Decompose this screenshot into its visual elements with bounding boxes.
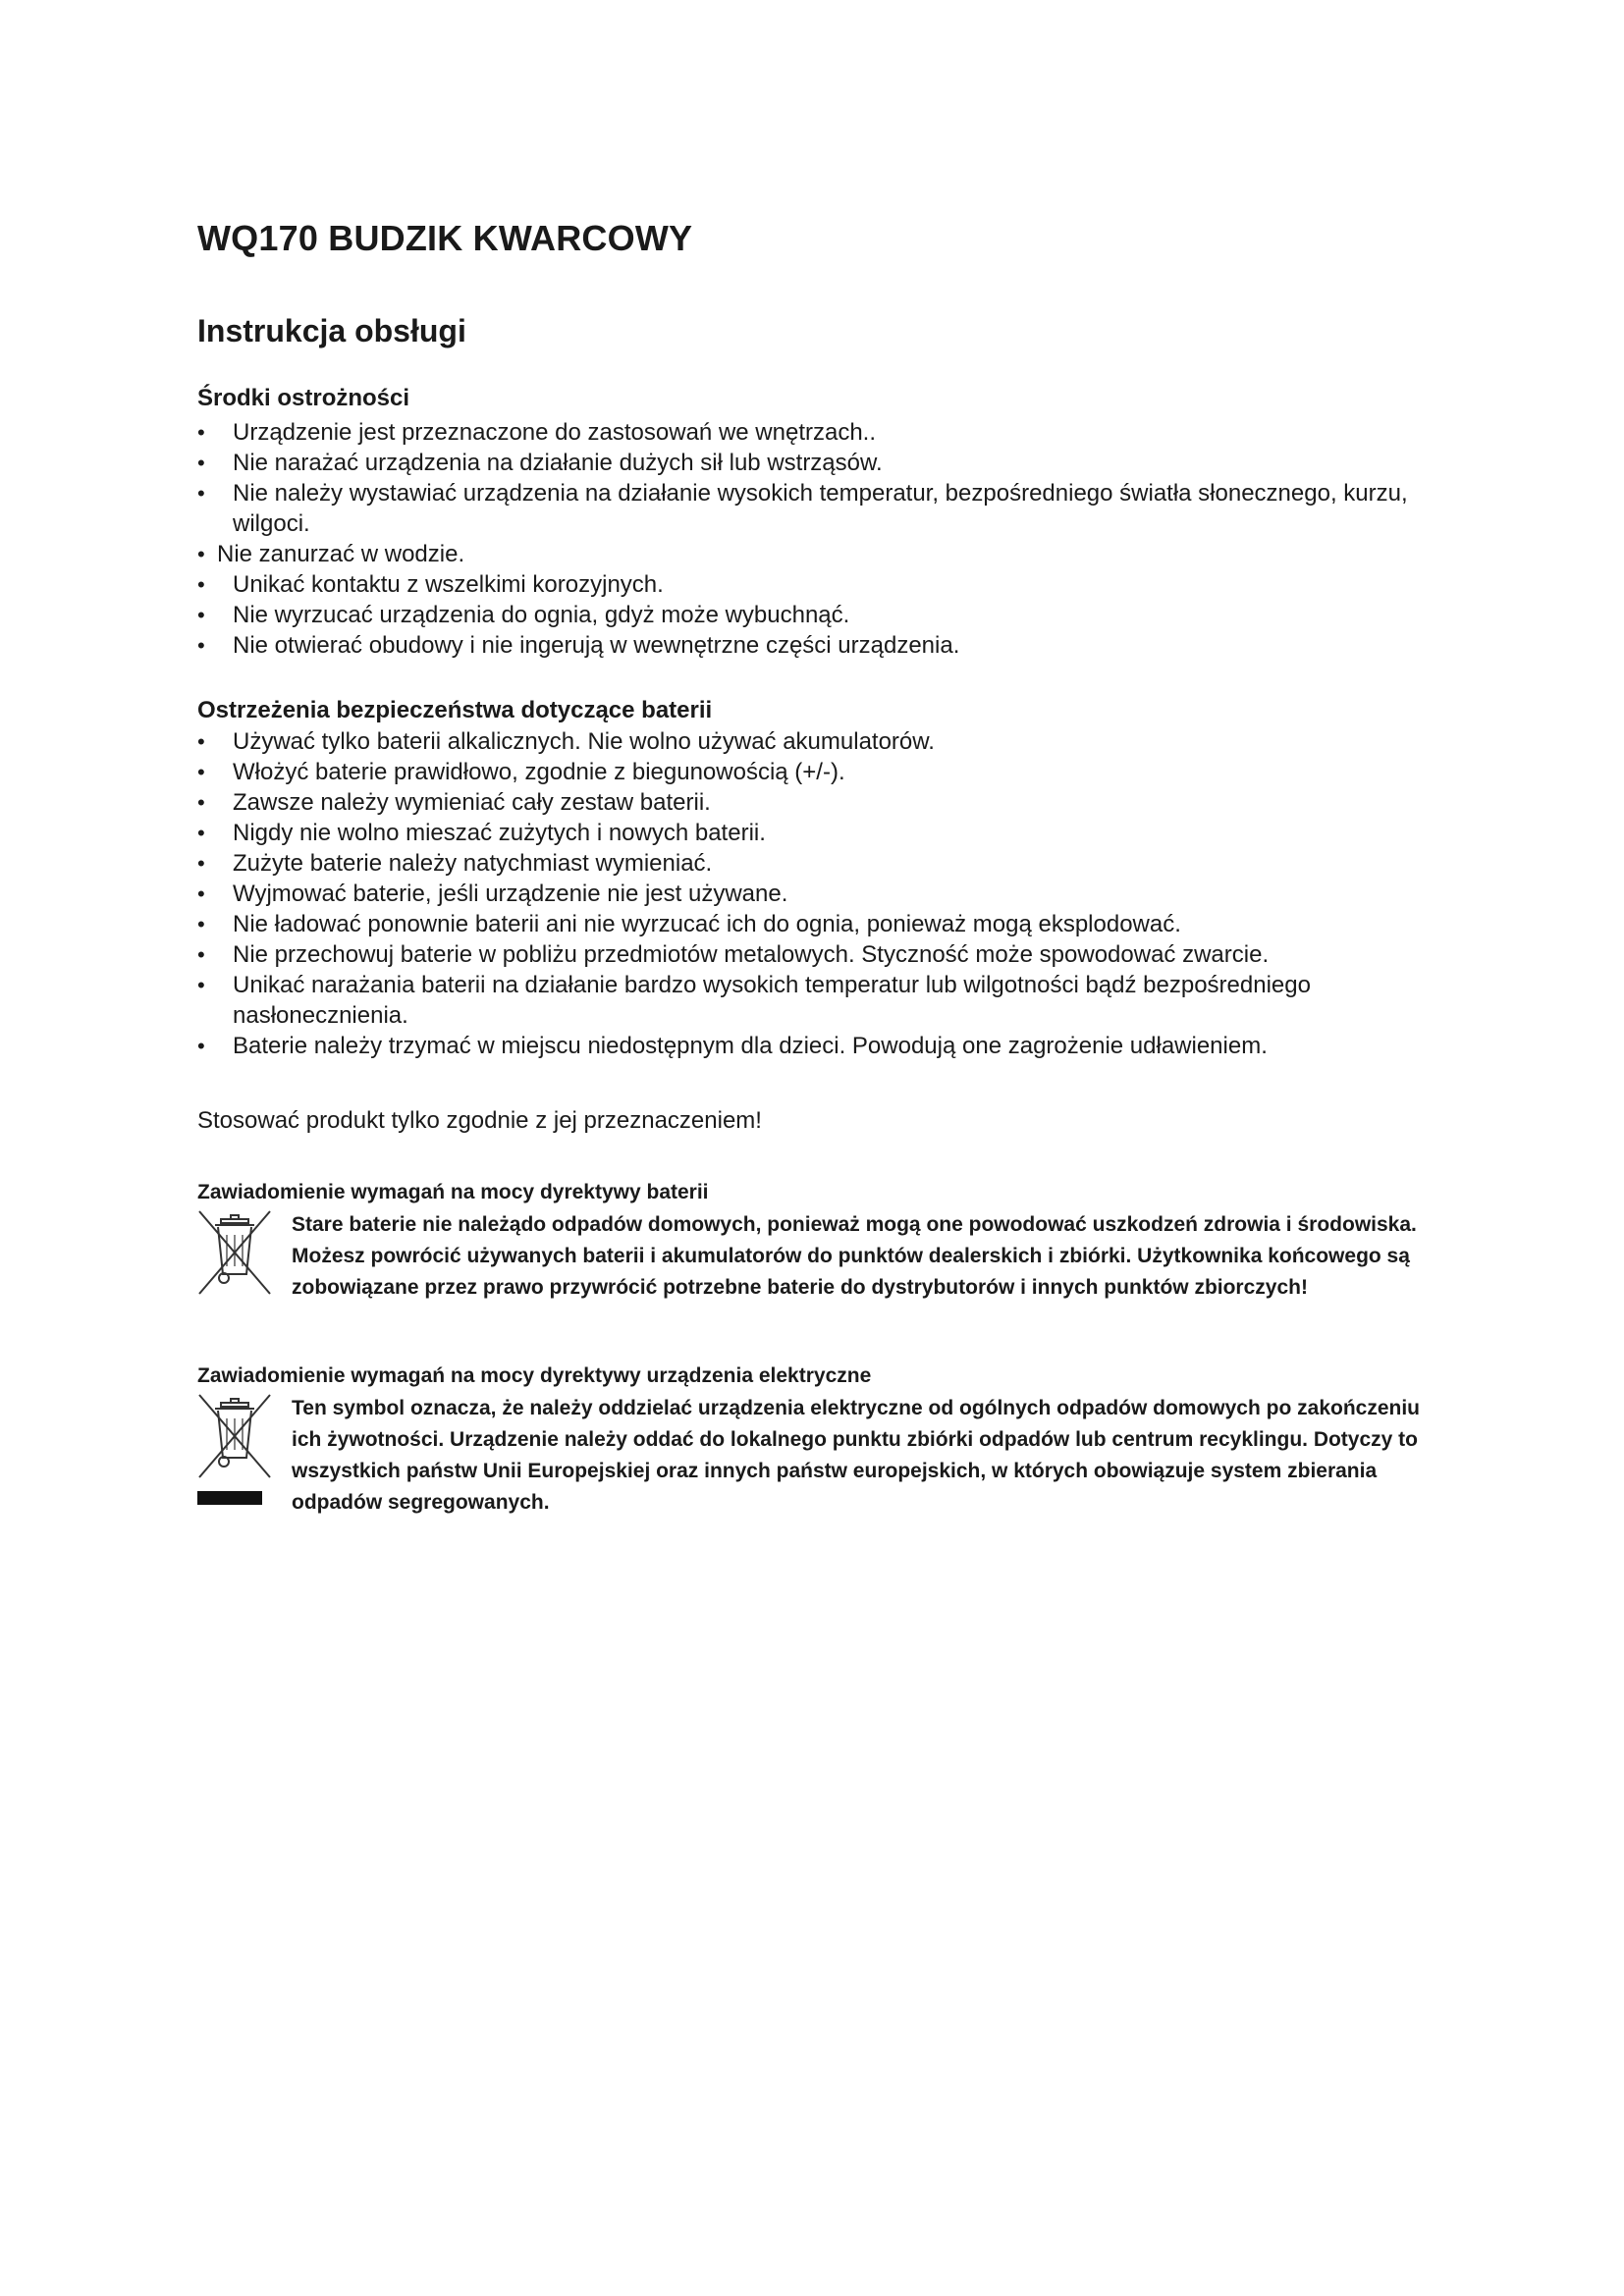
list-item: • Baterie należy trzymać w miejscu niedostępnym dla dzieci. Powodują one zagrożenie udławieniem. (197, 1031, 1474, 1061)
list-item: • Unikać kontaktu z wszelkimi korozyjnych. (197, 569, 1474, 600)
list-item: • Zużyte baterie należy natychmiast wymieniać. (197, 848, 1474, 879)
document-title: WQ170 BUDZIK KWARCOWY (197, 218, 693, 258)
battery-warnings-heading: Ostrzeżenia bezpieczeństwa dotyczące baterii (197, 697, 713, 723)
list-item: • Nie zanurzać w wodzie. (197, 539, 1474, 569)
list-item: • Wyjmować baterie, jeśli urządzenie nie jest używane. (197, 879, 1474, 909)
precautions-heading: Środki ostrożności (197, 385, 410, 411)
usage-note: Stosować produkt tylko zgodnie z jej przeznaczeniem! (197, 1107, 762, 1134)
list-item: • Unikać narażania baterii na działanie bardzo wysokich temperatur lub wilgotności bądź bezpośredniego nasłonecznienia. (197, 970, 1474, 1031)
list-item: • Zawsze należy wymieniać cały zestaw baterii. (197, 787, 1474, 818)
list-item: • Urządzenie jest przeznaczone do zastosowań we wnętrzach.. (197, 417, 1474, 448)
list-item: • Nie narażać urządzenia na działanie dużych sił lub wstrząsów. (197, 448, 1474, 478)
battery-directive-heading: Zawiadomienie wymagań na mocy dyrektywy baterii (197, 1181, 709, 1203)
list-item: • Nie przechowuj baterie w pobliżu przedmiotów metalowych. Styczność może spowodować zwarcie. (197, 939, 1474, 970)
list-item: • Nie należy wystawiać urządzenia na działanie wysokich temperatur, bezpośredniego światła słonecznego, kurzu, wilgoci. (197, 478, 1474, 539)
battery-warnings-list (197, 726, 1474, 1061)
battery-directive-notice (197, 1209, 1444, 1304)
list-item: • Nie ładować ponownie baterii ani nie wyrzucać ich do ognia, ponieważ mogą eksplodować. (197, 909, 1474, 939)
list-item: • Nigdy nie wolno mieszać zużytych i nowych baterii. (197, 818, 1474, 848)
list-item: • Włożyć baterie prawidłowo, zgodnie z biegunowością (+/-). (197, 757, 1474, 787)
document-subtitle: Instrukcja obsługi (197, 313, 466, 348)
list-item: • Nie wyrzucać urządzenia do ognia, gdyż może wybuchnąć. (197, 600, 1474, 630)
crossed-out-bin-with-bar-icon (197, 1393, 292, 1519)
battery-directive-text: Stare baterie nie należądo odpadów domowych, ponieważ mogą one powodować uszkodzeń zdrowia i środowiska. Możesz powrócić używanych baterii i akumulatorów do punktów dealerskich i zbiórki. Użytkownika końcowego są zobowiązane przez prawo przywrócić potrzebne baterie do dystrybutorów i innych punktów zbiorczych! (292, 1213, 1417, 1299)
list-item: • Używać tylko baterii alkalicznych. Nie wolno używać akumulatorów. (197, 726, 1474, 757)
crossed-out-bin-icon (197, 1209, 292, 1304)
weee-directive-heading: Zawiadomienie wymagań na mocy dyrektywy urządzenia elektryczne (197, 1364, 872, 1387)
list-item: • Nie otwierać obudowy i nie ingerują w wewnętrzne części urządzenia. (197, 630, 1474, 661)
precautions-list (197, 417, 1474, 661)
weee-directive-text: Ten symbol oznacza, że należy oddzielać urządzenia elektryczne od ogólnych odpadów domowych po zakończeniu ich żywotności. Urządzenie należy oddać do lokalnego punktu zbiórki odpadów lub centrum recyklingu. Dotyczy to wszystkich państw Unii Europejskiej oraz innych państw europejskich, w których obowiązuje system zbierania odpadów segregowanych. (292, 1397, 1421, 1514)
weee-directive-notice (197, 1393, 1444, 1519)
